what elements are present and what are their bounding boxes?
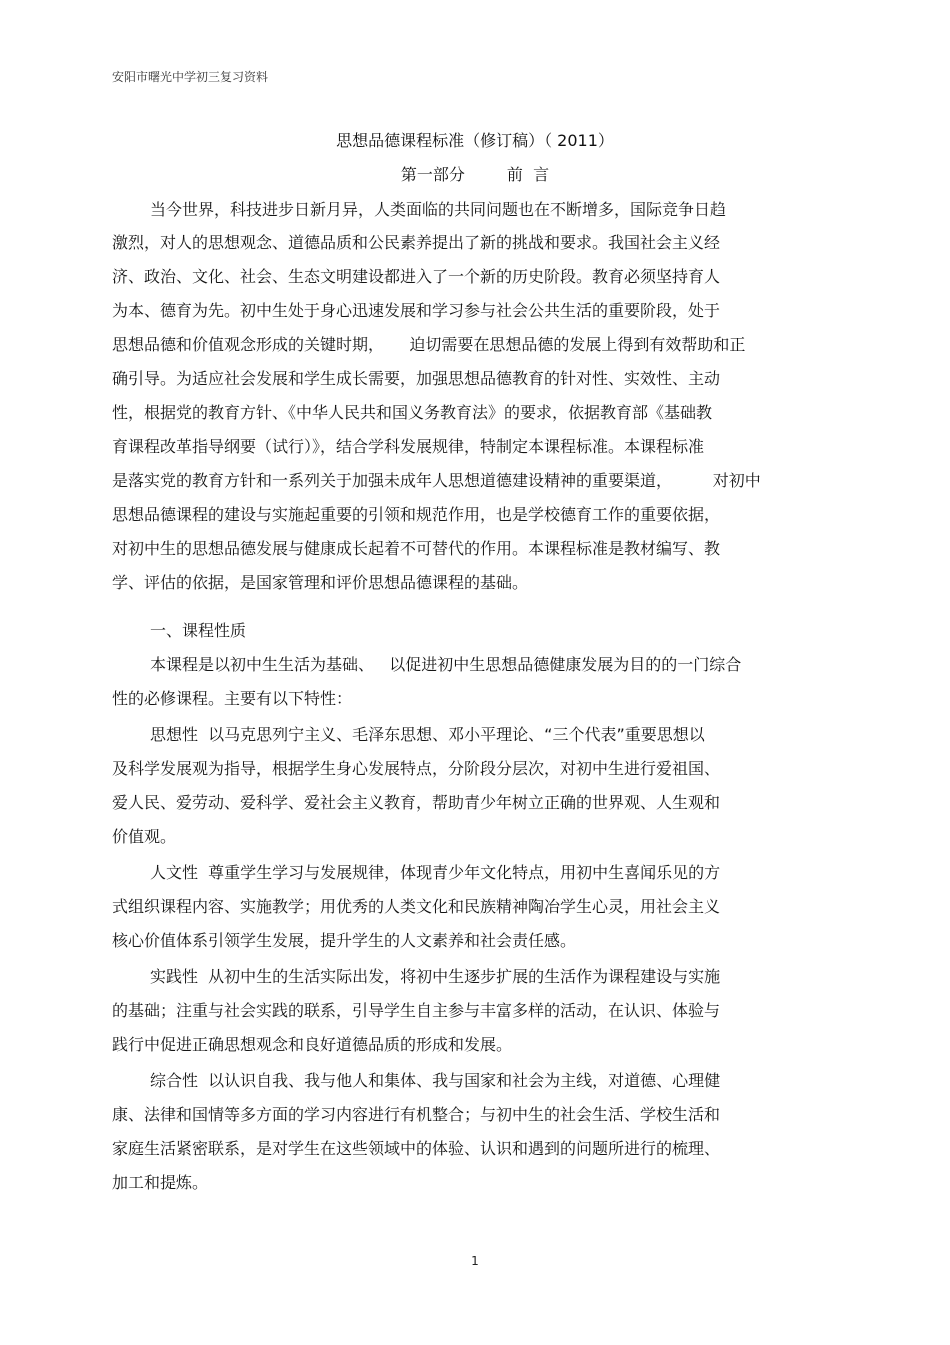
text-line: 思想品德课程的建设与实施起重要的引领和规范作用，也是学校德育工作的重要依据， (112, 505, 721, 524)
text-line: 性的必修课程。主要有以下特性： (112, 689, 353, 708)
document-title: 思想品德课程标准（修订稿）（ 2011） (336, 131, 614, 150)
text-line: 式组织课程内容、实施教学；用优秀的人类文化和民族精神陶冶学生心灵，用社会主义 (112, 897, 721, 916)
text-line: 加工和提炼。 (112, 1173, 209, 1192)
text-line: 对初中生的思想品德发展与健康成长起着不可替代的作用。本课程标准是教材编写、教 (112, 539, 721, 558)
text-line: 思想品德和价值观念形成的关键时期， 迫切需要在思想品德的发展上得到有效帮助和正 (112, 335, 746, 354)
page-header: 安阳市曙光中学初三复习资料 (112, 70, 269, 84)
text-line: 爱人民、爱劳动、爱科学、爱社会主义教育，帮助青少年树立正确的世界观、人生观和 (112, 793, 721, 812)
text-line: 综合性 以认识自我、我与他人和集体、我与国家和社会为主线，对道德、心理健 (150, 1071, 721, 1090)
text-line: 确引导。为适应社会发展和学生成长需要，加强思想品德教育的针对性、实效性、主动 (112, 369, 721, 388)
text-line: 济、政治、文化、社会、生态文明建设都进入了一个新的历史阶段。教育必须坚持育人 (112, 267, 721, 286)
text-line: 价值观。 (112, 827, 177, 846)
text-line: 人文性 尊重学生学习与发展规律，体现青少年文化特点，用初中生喜闻乐见的方 (150, 863, 721, 882)
text-line: 康、法律和国情等多方面的学习内容进行有机整合；与初中生的社会生活、学校生活和 (112, 1105, 721, 1124)
page-number: 1 (471, 1254, 479, 1268)
text-line: 是落实党的教育方针和一系列关于加强未成年人思想道德建设精神的重要渠道， 对初中 (112, 471, 761, 490)
text-line: 本课程是以初中生生活为基础、 以促进初中生思想品德健康发展为目的的一门综合 (150, 655, 742, 674)
part-name: 前 言 (506, 165, 550, 184)
text-line: 核心价值体系引领学生发展，提升学生的人文素养和社会责任感。 (112, 931, 577, 950)
text-line: 实践性 从初中生的生活实际出发，将初中生逐步扩展的生活作为课程建设与实施 (150, 967, 721, 986)
text-line: 思想性 以马克思列宁主义、毛泽东思想、邓小平理论、“三个代表”重要思想以 (150, 725, 705, 744)
text-line: 育课程改革指导纲要（试行）》，结合学科发展规律，特制定本课程标准。本课程标准 (112, 437, 705, 456)
text-line: 践行中促进正确思想观念和良好道德品质的形成和发展。 (112, 1035, 513, 1054)
text-line: 性，根据党的教育方针、《中华人民共和国义务教育法》的要求，依据教育部《基础教 (112, 403, 713, 422)
text-line: 为本、德育为先。初中生处于身心迅速发展和学习参与社会公共生活的重要阶段，处于 (112, 301, 721, 320)
text-line: 及科学发展观为指导，根据学生身心发展特点，分阶段分层次，对初中生进行爱祖国、 (112, 759, 721, 778)
part-label: 第一部分 (400, 165, 465, 184)
section-heading: 一、课程性质 (150, 621, 247, 640)
text-line: 激烈，对人的思想观念、道德品质和公民素养提出了新的挑战和要求。我国社会主义经 (112, 233, 721, 252)
part-title (0, 162, 950, 185)
text-line: 学、评估的依据，是国家管理和评价思想品德课程的基础。 (112, 573, 529, 592)
text-line: 当今世界，科技进步日新月异，人类面临的共同问题也在不断增多，国际竞争日趋 (150, 200, 727, 219)
text-line: 家庭生活紧密联系，是对学生在这些领域中的体验、认识和遇到的问题所进行的梳理、 (112, 1139, 721, 1158)
text-line: 的基础；注重与社会实践的联系，引导学生自主参与丰富多样的活动，在认识、体验与 (112, 1001, 721, 1020)
